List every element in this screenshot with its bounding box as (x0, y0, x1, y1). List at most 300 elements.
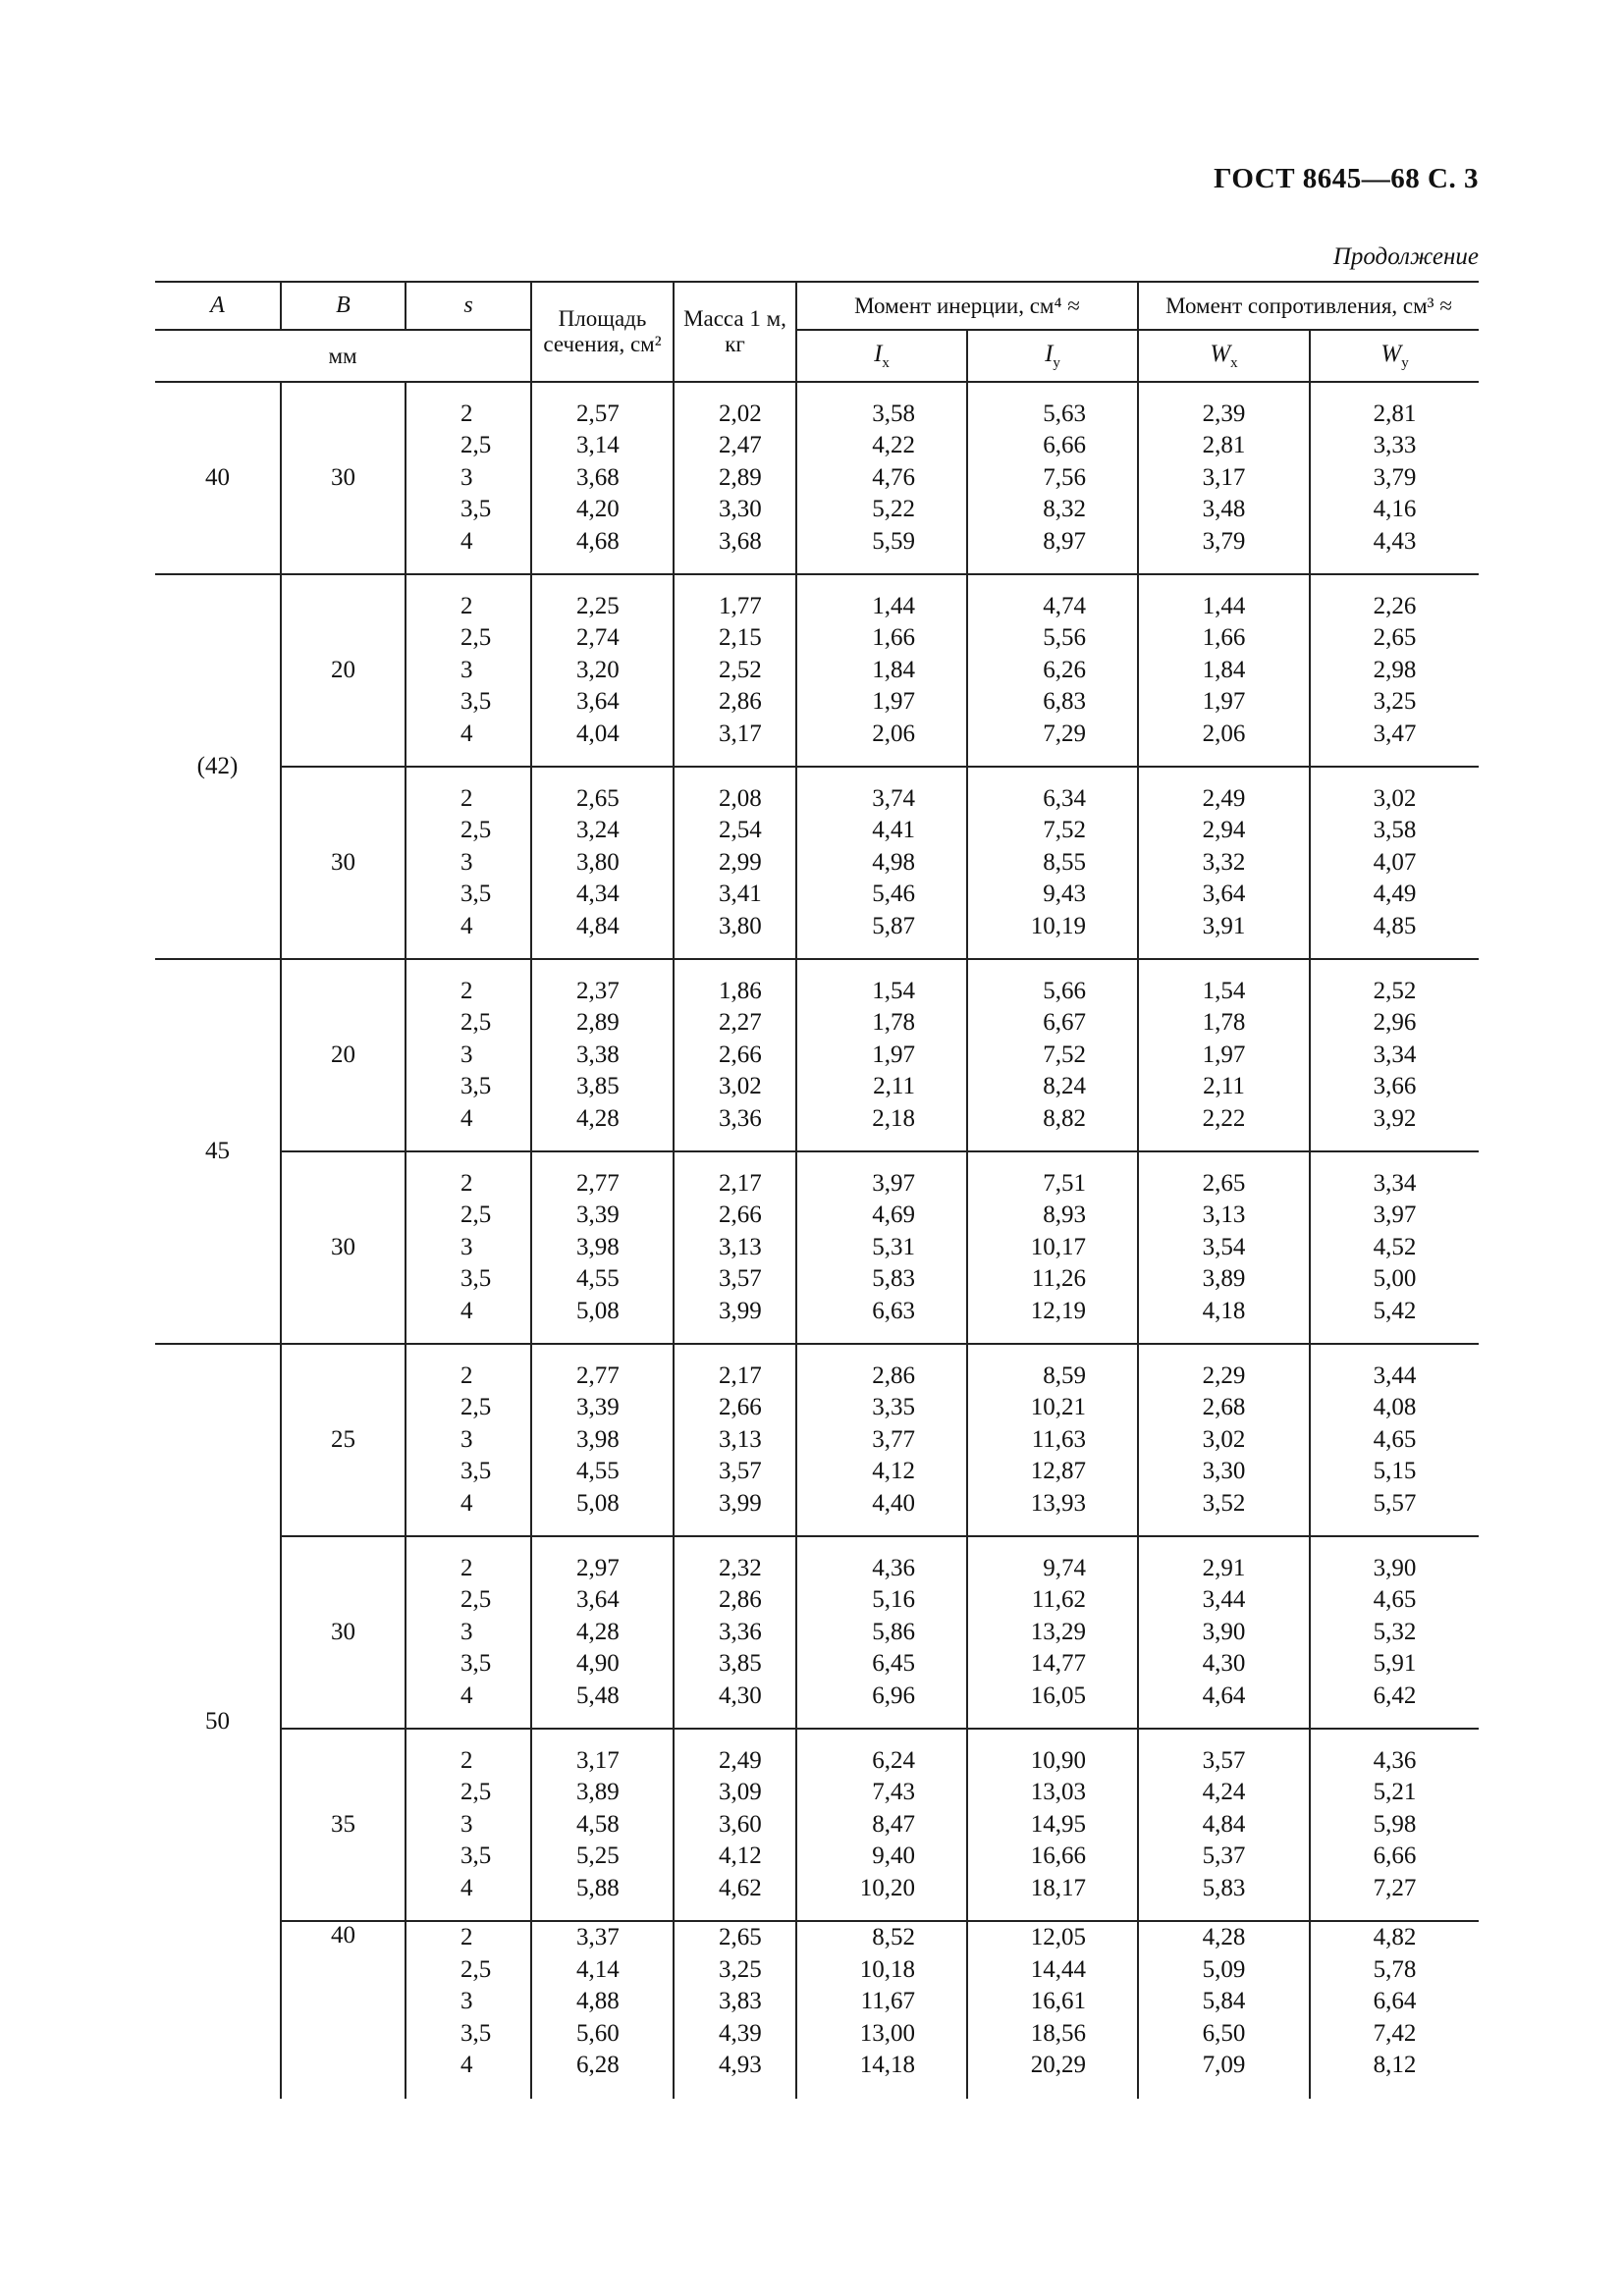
value-section-area: 4,20 (576, 496, 620, 523)
value-resistance-wx: 7,09 (1202, 2052, 1246, 2079)
cell-inertia-ix (796, 1151, 967, 1344)
cell-resistance-wx (1138, 767, 1310, 959)
value-inertia-iy: 7,51 (1043, 1169, 1087, 1197)
value-mass-per-meter: 4,30 (719, 1682, 762, 1709)
cell-section-area (531, 1921, 674, 2099)
value-resistance-wy: 3,25 (1373, 688, 1417, 716)
cell-mass-per-meter (674, 767, 796, 959)
value-inertia-iy: 8,97 (1043, 527, 1087, 555)
value-thickness-s: 2,5 (460, 1201, 492, 1229)
value-section-area: 4,34 (576, 881, 620, 908)
cell-section-area (531, 1344, 674, 1536)
value-resistance-wy: 3,66 (1373, 1073, 1417, 1100)
value-section-area: 2,65 (576, 784, 620, 812)
table-body (155, 382, 1479, 2099)
cell-thickness-s (406, 574, 531, 767)
cell-inertia-iy (967, 382, 1138, 574)
value-resistance-wx: 1,44 (1202, 592, 1246, 619)
value-resistance-wy: 2,96 (1373, 1009, 1417, 1037)
value-thickness-s: 3 (460, 463, 473, 491)
header-inertia: Момент инерции, см⁴ ≈ (796, 282, 1138, 330)
value-thickness-s: 2,5 (460, 1955, 492, 1983)
value-thickness-s: 3,5 (460, 1073, 492, 1100)
header-s: s (406, 282, 531, 330)
cell-thickness-s (406, 382, 531, 574)
value-thickness-s: 2,5 (460, 817, 492, 844)
cell-resistance-wx (1138, 959, 1310, 1151)
value-thickness-s: 2,5 (460, 1586, 492, 1614)
value-inertia-ix: 2,86 (872, 1362, 915, 1389)
cell-b: 25 (281, 1344, 406, 1536)
cell-inertia-iy (967, 1151, 1138, 1344)
value-resistance-wx: 2,11 (1203, 1073, 1245, 1100)
value-inertia-ix: 5,59 (872, 527, 915, 555)
value-resistance-wy: 3,33 (1373, 432, 1417, 459)
value-resistance-wx: 5,37 (1202, 1842, 1246, 1870)
table-row (155, 574, 1479, 767)
value-inertia-ix: 5,31 (872, 1233, 915, 1260)
cell-inertia-ix (796, 1921, 967, 2099)
value-inertia-iy: 7,52 (1043, 1041, 1087, 1068)
value-mass-per-meter: 3,36 (719, 1104, 762, 1132)
cell-mass-per-meter (674, 1151, 796, 1344)
value-mass-per-meter: 3,57 (719, 1265, 762, 1293)
cell-resistance-wy (1310, 382, 1479, 574)
value-mass-per-meter: 2,32 (719, 1554, 762, 1581)
cell-resistance-wy (1310, 574, 1479, 767)
value-resistance-wy: 4,16 (1373, 496, 1417, 523)
value-mass-per-meter: 3,99 (719, 1489, 762, 1517)
value-resistance-wx: 3,57 (1202, 1746, 1246, 1774)
cell-thickness-s (406, 1151, 531, 1344)
cell-section-area (531, 959, 674, 1151)
cell-resistance-wx (1138, 382, 1310, 574)
cell-b: 30 (281, 382, 406, 574)
cell-inertia-ix (796, 959, 967, 1151)
value-thickness-s: 3,5 (460, 688, 492, 716)
value-inertia-ix: 5,22 (872, 496, 915, 523)
value-inertia-ix: 3,35 (872, 1394, 915, 1421)
value-resistance-wy: 3,47 (1373, 720, 1417, 747)
value-thickness-s: 2,5 (460, 1394, 492, 1421)
value-resistance-wx: 3,13 (1202, 1201, 1246, 1229)
value-inertia-iy: 12,19 (1030, 1297, 1087, 1324)
value-inertia-iy: 20,29 (1030, 2052, 1087, 2079)
value-thickness-s: 3,5 (460, 496, 492, 523)
value-resistance-wy: 2,81 (1373, 400, 1417, 427)
value-resistance-wx: 5,84 (1202, 1988, 1246, 2015)
value-section-area: 4,55 (576, 1458, 620, 1485)
cell-resistance-wy (1310, 1344, 1479, 1536)
cell-inertia-ix (796, 1344, 967, 1536)
value-mass-per-meter: 3,30 (719, 496, 762, 523)
value-mass-per-meter: 3,09 (719, 1779, 762, 1806)
value-inertia-ix: 9,40 (872, 1842, 915, 1870)
value-thickness-s: 3 (460, 1233, 473, 1260)
value-inertia-iy: 6,34 (1043, 784, 1087, 812)
value-thickness-s: 4 (460, 1874, 473, 1901)
value-section-area: 3,37 (576, 1924, 620, 1950)
cell-inertia-iy (967, 574, 1138, 767)
cell-mass-per-meter (674, 1921, 796, 2099)
value-resistance-wy: 7,27 (1373, 1874, 1417, 1901)
cell-thickness-s (406, 959, 531, 1151)
value-resistance-wx: 3,32 (1202, 848, 1246, 876)
value-resistance-wy: 4,85 (1373, 912, 1417, 939)
value-mass-per-meter: 2,17 (719, 1169, 762, 1197)
value-thickness-s: 4 (460, 720, 473, 747)
table-row (155, 1344, 1479, 1536)
value-resistance-wx: 1,84 (1202, 656, 1246, 683)
value-section-area: 3,39 (576, 1201, 620, 1229)
value-mass-per-meter: 3,57 (719, 1458, 762, 1485)
value-inertia-iy: 5,56 (1043, 624, 1087, 652)
value-inertia-ix: 8,52 (872, 1924, 915, 1950)
value-inertia-ix: 4,36 (872, 1554, 915, 1581)
value-inertia-iy: 16,05 (1030, 1682, 1087, 1709)
value-inertia-iy: 10,21 (1030, 1394, 1087, 1421)
value-mass-per-meter: 2,17 (719, 1362, 762, 1389)
value-resistance-wx: 4,64 (1202, 1682, 1246, 1709)
value-resistance-wx: 3,79 (1202, 527, 1246, 555)
cell-resistance-wy (1310, 1729, 1479, 1921)
value-resistance-wy: 4,49 (1373, 881, 1417, 908)
value-inertia-iy: 12,87 (1030, 1458, 1087, 1485)
header-ix: $I_x$ (796, 330, 967, 382)
value-inertia-iy: 9,74 (1043, 1554, 1087, 1581)
cell-resistance-wx (1138, 574, 1310, 767)
value-resistance-wy: 5,57 (1373, 1489, 1417, 1517)
value-resistance-wy: 4,52 (1373, 1233, 1417, 1260)
value-inertia-ix: 1,97 (872, 1041, 915, 1068)
cell-resistance-wy (1310, 959, 1479, 1151)
value-section-area: 3,98 (576, 1425, 620, 1453)
cell-inertia-ix (796, 574, 967, 767)
value-thickness-s: 3,5 (460, 1650, 492, 1678)
value-thickness-s: 2,5 (460, 624, 492, 652)
value-inertia-iy: 18,17 (1030, 1874, 1087, 1901)
value-section-area: 3,80 (576, 848, 620, 876)
value-resistance-wx: 6,50 (1202, 2019, 1246, 2047)
value-section-area: 5,08 (576, 1489, 620, 1517)
value-inertia-ix: 5,83 (872, 1265, 915, 1293)
value-mass-per-meter: 2,27 (719, 1009, 762, 1037)
value-resistance-wy: 4,36 (1373, 1746, 1417, 1774)
cell-resistance-wy (1310, 1151, 1479, 1344)
value-mass-per-meter: 2,08 (719, 784, 762, 812)
value-section-area: 3,14 (576, 432, 620, 459)
value-resistance-wx: 2,94 (1202, 817, 1246, 844)
value-resistance-wy: 5,21 (1373, 1779, 1417, 1806)
value-resistance-wx: 3,90 (1202, 1618, 1246, 1645)
value-section-area: 3,89 (576, 1779, 620, 1806)
value-resistance-wy: 3,34 (1373, 1169, 1417, 1197)
value-thickness-s: 3,5 (460, 1265, 492, 1293)
value-mass-per-meter: 3,99 (719, 1297, 762, 1324)
value-inertia-ix: 3,97 (872, 1169, 915, 1197)
value-resistance-wx: 3,64 (1202, 881, 1246, 908)
value-mass-per-meter: 4,62 (719, 1874, 762, 1901)
value-inertia-iy: 11,26 (1031, 1265, 1087, 1293)
value-inertia-iy: 8,59 (1043, 1362, 1087, 1389)
value-section-area: 3,38 (576, 1041, 620, 1068)
value-section-area: 2,57 (576, 400, 620, 427)
value-resistance-wy: 4,43 (1373, 527, 1417, 555)
value-mass-per-meter: 2,66 (719, 1394, 762, 1421)
value-inertia-ix: 3,77 (872, 1425, 915, 1453)
value-section-area: 3,68 (576, 463, 620, 491)
value-inertia-iy: 14,77 (1030, 1650, 1087, 1678)
value-section-area: 4,28 (576, 1104, 620, 1132)
cell-section-area (531, 1729, 674, 1921)
value-thickness-s: 3 (460, 656, 473, 683)
value-inertia-ix: 4,69 (872, 1201, 915, 1229)
value-inertia-iy: 5,63 (1043, 400, 1087, 427)
cell-inertia-iy (967, 1921, 1138, 2099)
value-resistance-wx: 2,06 (1202, 720, 1246, 747)
value-inertia-iy: 8,24 (1043, 1073, 1087, 1100)
value-resistance-wx: 2,29 (1202, 1362, 1246, 1389)
value-section-area: 2,74 (576, 624, 620, 652)
value-inertia-iy: 7,56 (1043, 463, 1087, 491)
value-inertia-ix: 5,16 (872, 1586, 915, 1614)
cell-mass-per-meter (674, 1536, 796, 1729)
value-resistance-wx: 2,65 (1202, 1169, 1246, 1197)
value-thickness-s: 4 (460, 1489, 473, 1517)
header-iy: $I_y$ (967, 330, 1138, 382)
value-inertia-ix: 1,54 (872, 977, 915, 1004)
cell-mass-per-meter (674, 382, 796, 574)
value-inertia-ix: 4,12 (872, 1458, 915, 1485)
value-resistance-wy: 2,65 (1373, 624, 1417, 652)
value-resistance-wy: 4,65 (1373, 1425, 1417, 1453)
cell-b: 20 (281, 959, 406, 1151)
value-mass-per-meter: 2,66 (719, 1201, 762, 1229)
value-resistance-wx: 1,66 (1202, 624, 1246, 652)
value-inertia-iy: 10,19 (1030, 912, 1087, 939)
value-thickness-s: 2 (460, 1554, 473, 1581)
value-mass-per-meter: 2,02 (719, 400, 762, 427)
table-row (155, 1729, 1479, 1921)
value-thickness-s: 3,5 (460, 1842, 492, 1870)
value-inertia-ix: 2,06 (872, 720, 915, 747)
value-section-area: 3,39 (576, 1394, 620, 1421)
value-thickness-s: 3 (460, 848, 473, 876)
value-mass-per-meter: 2,47 (719, 432, 762, 459)
value-resistance-wy: 2,26 (1373, 592, 1417, 619)
value-inertia-iy: 6,26 (1043, 656, 1087, 683)
value-section-area: 5,60 (576, 2019, 620, 2047)
value-mass-per-meter: 3,85 (719, 1650, 762, 1678)
cell-mass-per-meter (674, 574, 796, 767)
value-resistance-wy: 3,92 (1373, 1104, 1417, 1132)
header-unit-mm: мм (155, 330, 531, 382)
value-resistance-wy: 4,07 (1373, 848, 1417, 876)
cell-section-area (531, 1151, 674, 1344)
value-section-area: 4,68 (576, 527, 620, 555)
value-resistance-wy: 4,08 (1373, 1394, 1417, 1421)
value-inertia-ix: 14,18 (859, 2052, 915, 2079)
value-resistance-wx: 4,30 (1202, 1650, 1246, 1678)
value-thickness-s: 3,5 (460, 1458, 492, 1485)
value-mass-per-meter: 2,66 (719, 1041, 762, 1068)
value-inertia-iy: 16,61 (1030, 1988, 1087, 2015)
cell-section-area (531, 574, 674, 767)
value-resistance-wx: 4,28 (1202, 1924, 1246, 1950)
cell-inertia-ix (796, 382, 967, 574)
value-resistance-wy: 6,66 (1373, 1842, 1417, 1870)
cell-thickness-s (406, 1729, 531, 1921)
cell-resistance-wx (1138, 1344, 1310, 1536)
value-inertia-iy: 6,66 (1043, 432, 1087, 459)
value-mass-per-meter: 3,13 (719, 1233, 762, 1260)
value-resistance-wy: 3,34 (1373, 1041, 1417, 1068)
value-inertia-ix: 3,74 (872, 784, 915, 812)
value-inertia-iy: 11,63 (1031, 1425, 1087, 1453)
value-inertia-ix: 10,20 (859, 1874, 915, 1901)
value-section-area: 2,77 (576, 1362, 620, 1389)
value-section-area: 3,64 (576, 1586, 620, 1614)
value-section-area: 3,24 (576, 817, 620, 844)
value-inertia-ix: 6,24 (872, 1746, 915, 1774)
cell-inertia-ix (796, 1729, 967, 1921)
header-area: Площадь сечения, см² (531, 282, 674, 382)
value-mass-per-meter: 1,77 (719, 592, 762, 619)
value-section-area: 4,55 (576, 1265, 620, 1293)
value-resistance-wy: 5,00 (1373, 1265, 1417, 1293)
cell-thickness-s (406, 1344, 531, 1536)
value-inertia-ix: 4,41 (872, 817, 915, 844)
value-inertia-ix: 5,87 (872, 912, 915, 939)
table-row (155, 1536, 1479, 1729)
value-section-area: 3,64 (576, 688, 620, 716)
cell-inertia-iy (967, 959, 1138, 1151)
value-thickness-s: 4 (460, 1297, 473, 1324)
cell-inertia-ix (796, 1536, 967, 1729)
value-section-area: 4,84 (576, 912, 620, 939)
value-resistance-wy: 3,90 (1373, 1554, 1417, 1581)
value-section-area: 5,25 (576, 1842, 620, 1870)
value-mass-per-meter: 2,52 (719, 656, 762, 683)
cell-inertia-iy (967, 1344, 1138, 1536)
table-row (155, 1921, 1479, 2099)
value-section-area: 2,25 (576, 592, 620, 619)
value-mass-per-meter: 3,80 (719, 912, 762, 939)
value-inertia-ix: 6,45 (872, 1650, 915, 1678)
value-inertia-iy: 7,29 (1043, 720, 1087, 747)
value-mass-per-meter: 3,41 (719, 881, 762, 908)
value-inertia-iy: 13,03 (1030, 1779, 1087, 1806)
value-resistance-wy: 3,58 (1373, 817, 1417, 844)
value-section-area: 2,37 (576, 977, 620, 1004)
value-inertia-iy: 14,44 (1030, 1955, 1087, 1983)
cell-thickness-s (406, 767, 531, 959)
value-thickness-s: 2 (460, 977, 473, 1004)
value-inertia-ix: 4,98 (872, 848, 915, 876)
value-inertia-ix: 2,18 (872, 1104, 915, 1132)
cell-resistance-wx (1138, 1729, 1310, 1921)
value-resistance-wy: 6,64 (1373, 1988, 1417, 2015)
value-section-area: 4,14 (576, 1955, 620, 1983)
value-thickness-s: 3 (460, 1988, 473, 2015)
cell-resistance-wx (1138, 1536, 1310, 1729)
value-inertia-iy: 10,17 (1030, 1233, 1087, 1260)
table-row (155, 1151, 1479, 1344)
cell-a: (42) (155, 574, 281, 959)
value-mass-per-meter: 3,13 (719, 1425, 762, 1453)
value-section-area: 5,48 (576, 1682, 620, 1709)
value-mass-per-meter: 3,02 (719, 1073, 762, 1100)
cell-mass-per-meter (674, 1344, 796, 1536)
value-resistance-wy: 3,02 (1373, 784, 1417, 812)
cell-b: 35 (281, 1729, 406, 1921)
value-resistance-wy: 5,91 (1373, 1650, 1417, 1678)
value-inertia-iy: 8,32 (1043, 496, 1087, 523)
cell-a: 50 (155, 1344, 281, 2099)
value-section-area: 6,28 (576, 2052, 620, 2079)
value-thickness-s: 2 (460, 1169, 473, 1197)
value-inertia-ix: 6,63 (872, 1297, 915, 1324)
value-resistance-wx: 3,02 (1202, 1425, 1246, 1453)
value-inertia-iy: 14,95 (1030, 1810, 1087, 1838)
value-section-area: 2,77 (576, 1169, 620, 1197)
value-thickness-s: 2 (460, 1362, 473, 1389)
value-inertia-iy: 10,90 (1030, 1746, 1087, 1774)
value-mass-per-meter: 2,86 (719, 688, 762, 716)
value-resistance-wy: 4,82 (1373, 1924, 1417, 1950)
value-thickness-s: 3,5 (460, 2019, 492, 2047)
value-mass-per-meter: 4,93 (719, 2052, 762, 2079)
value-section-area: 2,97 (576, 1554, 620, 1581)
value-inertia-iy: 7,52 (1043, 817, 1087, 844)
value-inertia-iy: 8,93 (1043, 1201, 1087, 1229)
value-thickness-s: 2 (460, 400, 473, 427)
value-thickness-s: 4 (460, 527, 473, 555)
value-resistance-wy: 5,32 (1373, 1618, 1417, 1645)
continuation-label: Продолжение (1332, 243, 1479, 270)
value-inertia-ix: 2,11 (873, 1073, 915, 1100)
value-resistance-wx: 5,83 (1202, 1874, 1246, 1901)
value-thickness-s: 2 (460, 1924, 473, 1950)
value-resistance-wx: 4,84 (1202, 1810, 1246, 1838)
value-resistance-wx: 1,78 (1202, 1009, 1246, 1037)
value-inertia-iy: 16,66 (1030, 1842, 1087, 1870)
cell-b: 40 (281, 1921, 406, 2099)
value-thickness-s: 2,5 (460, 1779, 492, 1806)
value-inertia-iy: 5,66 (1043, 977, 1087, 1004)
value-resistance-wx: 3,44 (1202, 1586, 1246, 1614)
cell-mass-per-meter (674, 959, 796, 1151)
value-mass-per-meter: 3,25 (719, 1955, 762, 1983)
value-resistance-wx: 2,68 (1202, 1394, 1246, 1421)
value-resistance-wy: 6,42 (1373, 1682, 1417, 1709)
value-section-area: 5,88 (576, 1874, 620, 1901)
header-b: B (281, 282, 406, 330)
profile-table (155, 281, 1479, 2099)
value-inertia-ix: 13,00 (859, 2019, 915, 2047)
value-section-area: 4,28 (576, 1618, 620, 1645)
value-inertia-ix: 1,66 (872, 624, 915, 652)
value-inertia-ix: 4,22 (872, 432, 915, 459)
value-inertia-ix: 1,78 (872, 1009, 915, 1037)
value-inertia-ix: 4,76 (872, 463, 915, 491)
value-resistance-wx: 2,91 (1202, 1554, 1246, 1581)
value-resistance-wx: 3,48 (1202, 496, 1246, 523)
value-mass-per-meter: 2,49 (719, 1746, 762, 1774)
cell-resistance-wy (1310, 1921, 1479, 2099)
cell-b: 30 (281, 767, 406, 959)
value-thickness-s: 2 (460, 1746, 473, 1774)
